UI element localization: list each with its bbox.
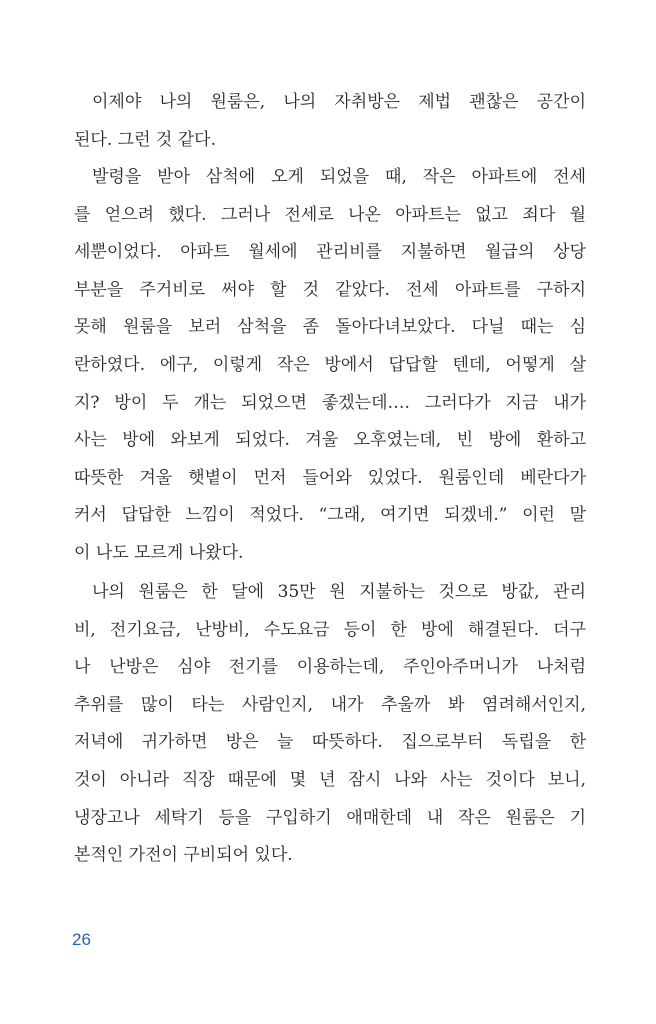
text-line: 추위를 많이 타는 사람인지, 내가 추울까 봐 염려해서인지, [74,694,586,715]
text-line: 나 난방은 심야 전기를 이용하는데, 주인아주머니가 나처럼 [74,657,586,678]
text-line: 된다. 그런 것 같다. [74,129,216,150]
text-line: 비, 전기요금, 난방비, 수도요금 등이 한 방에 해결된다. 더구 [74,619,586,640]
text-line: 본적인 가전이 구비되어 있다. [74,845,293,866]
text-line: 부분을 주거비로 써야 할 것 같았다. 전세 아파트를 구하지 [74,279,586,300]
text-line: 저녁에 귀가하면 방은 늘 따뜻하다. 집으로부터 독립을 한 [74,732,586,753]
text-line: 못해 원룸을 보러 삼척을 좀 돌아다녀보았다. 다닐 때는 심 [74,317,586,338]
text-line: 사는 방에 와보게 되었다. 겨울 오후였는데, 빈 방에 환하고 [74,430,586,451]
text-line: 커서 답답한 느낌이 적었다. “그래, 여기면 되겠네.” 이런 말 [74,505,586,526]
text-line: 세뿐이었다. 아파트 월세에 관리비를 지불하면 월급의 상당 [74,242,586,263]
text-line: 따뜻한 겨울 햇볕이 먼저 들어와 있었다. 원룸인데 베란다가 [74,467,586,488]
text-line: 나의 원룸은 한 달에 35만 원 지불하는 것으로 방값, 관리 [92,582,586,602]
paragraph-1 [74,84,586,159]
text-line: 를 얻으려 했다. 그러나 전세로 나온 아파트는 없고 죄다 월 [74,204,586,225]
paragraph-3 [74,574,586,875]
text-line: 이제야 나의 원룸은, 나의 자취방은 제법 괜찮은 공간이 [92,92,586,112]
text-line: 란하였다. 에구, 이렇게 작은 방에서 답답할 텐데, 어떻게 살 [74,354,586,375]
paragraph-2 [74,159,586,573]
text-line: 것이 아니라 직장 때문에 몇 년 잠시 나와 사는 것이다 보니, [74,769,586,790]
text-line: 지? 방이 두 개는 되었으면 좋겠는데…. 그러다가 지금 내가 [74,392,586,413]
text-line: 이 나도 모르게 나왔다. [74,542,244,563]
text-line: 냉장고나 세탁기 등을 구입하기 애매한데 내 작은 원룸은 기 [74,807,586,828]
page-number: 26 [72,930,91,949]
text-line: 발령을 받아 삼척에 오게 되었을 때, 작은 아파트에 전세 [92,167,586,187]
